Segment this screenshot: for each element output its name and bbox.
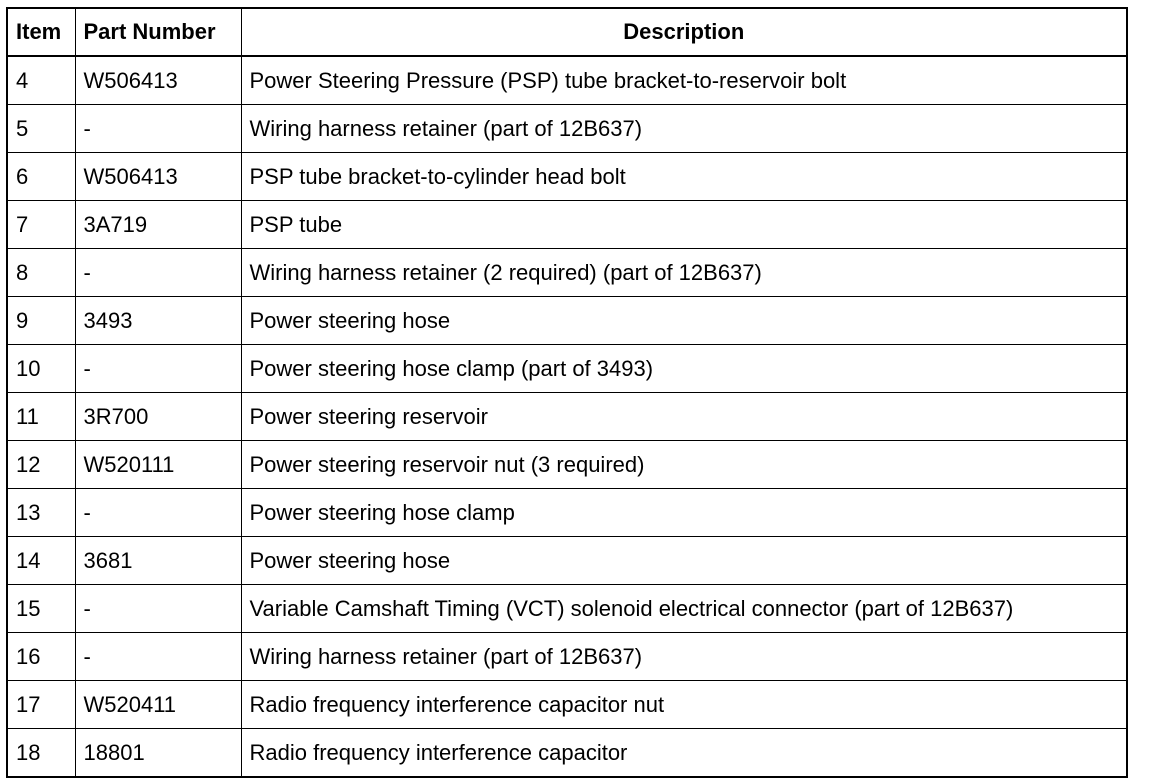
cell-description: Power steering hose clamp (part of 3493) — [241, 345, 1127, 393]
cell-part-number: - — [75, 345, 241, 393]
table-row — [7, 345, 1127, 393]
table-row — [7, 153, 1127, 201]
table-row — [7, 441, 1127, 489]
cell-part-number: - — [75, 489, 241, 537]
cell-description: Power steering hose — [241, 537, 1127, 585]
cell-item: 6 — [7, 153, 75, 201]
cell-description: Wiring harness retainer (part of 12B637) — [241, 633, 1127, 681]
cell-part-number: - — [75, 249, 241, 297]
table-row — [7, 681, 1127, 729]
cell-description: PSP tube bracket-to-cylinder head bolt — [241, 153, 1127, 201]
cell-part-number: 3681 — [75, 537, 241, 585]
cell-description: Power steering reservoir — [241, 393, 1127, 441]
table-row — [7, 201, 1127, 249]
cell-item: 4 — [7, 56, 75, 105]
cell-description: Wiring harness retainer (part of 12B637) — [241, 105, 1127, 153]
cell-description: Radio frequency interference capacitor — [241, 729, 1127, 778]
cell-part-number: 3R700 — [75, 393, 241, 441]
cell-part-number: 3493 — [75, 297, 241, 345]
cell-item: 7 — [7, 201, 75, 249]
table-row — [7, 249, 1127, 297]
cell-item: 12 — [7, 441, 75, 489]
cell-description: Power steering reservoir nut (3 required) — [241, 441, 1127, 489]
cell-description: Variable Camshaft Timing (VCT) solenoid electrical connector (part of 12B637) — [241, 585, 1127, 633]
cell-description: Power steering hose clamp — [241, 489, 1127, 537]
table-row — [7, 585, 1127, 633]
header-part-number: Part Number — [75, 8, 241, 56]
cell-part-number: - — [75, 585, 241, 633]
header-row — [7, 8, 1127, 56]
cell-description: Power Steering Pressure (PSP) tube bracket-to-reservoir bolt — [241, 56, 1127, 105]
table-body — [7, 56, 1127, 777]
cell-item: 15 — [7, 585, 75, 633]
cell-item: 13 — [7, 489, 75, 537]
cell-description: PSP tube — [241, 201, 1127, 249]
cell-item: 16 — [7, 633, 75, 681]
cell-part-number: 3A719 — [75, 201, 241, 249]
table-row — [7, 393, 1127, 441]
header-item: Item — [7, 8, 75, 56]
table-row — [7, 537, 1127, 585]
header-description: Description — [241, 8, 1127, 56]
parts-table — [6, 7, 1128, 778]
cell-item: 10 — [7, 345, 75, 393]
table-row — [7, 105, 1127, 153]
cell-part-number: - — [75, 633, 241, 681]
cell-item: 14 — [7, 537, 75, 585]
cell-part-number: W520111 — [75, 441, 241, 489]
cell-description: Radio frequency interference capacitor nut — [241, 681, 1127, 729]
cell-item: 17 — [7, 681, 75, 729]
cell-description: Wiring harness retainer (2 required) (part of 12B637) — [241, 249, 1127, 297]
table-row — [7, 489, 1127, 537]
cell-part-number: W506413 — [75, 153, 241, 201]
cell-part-number: W520411 — [75, 681, 241, 729]
cell-item: 9 — [7, 297, 75, 345]
cell-description: Power steering hose — [241, 297, 1127, 345]
cell-part-number: - — [75, 105, 241, 153]
cell-item: 11 — [7, 393, 75, 441]
cell-part-number: W506413 — [75, 56, 241, 105]
cell-item: 5 — [7, 105, 75, 153]
cell-item: 18 — [7, 729, 75, 778]
table-row — [7, 729, 1127, 778]
table-row — [7, 56, 1127, 105]
cell-part-number: 18801 — [75, 729, 241, 778]
cell-item: 8 — [7, 249, 75, 297]
table-row — [7, 297, 1127, 345]
table-row — [7, 633, 1127, 681]
